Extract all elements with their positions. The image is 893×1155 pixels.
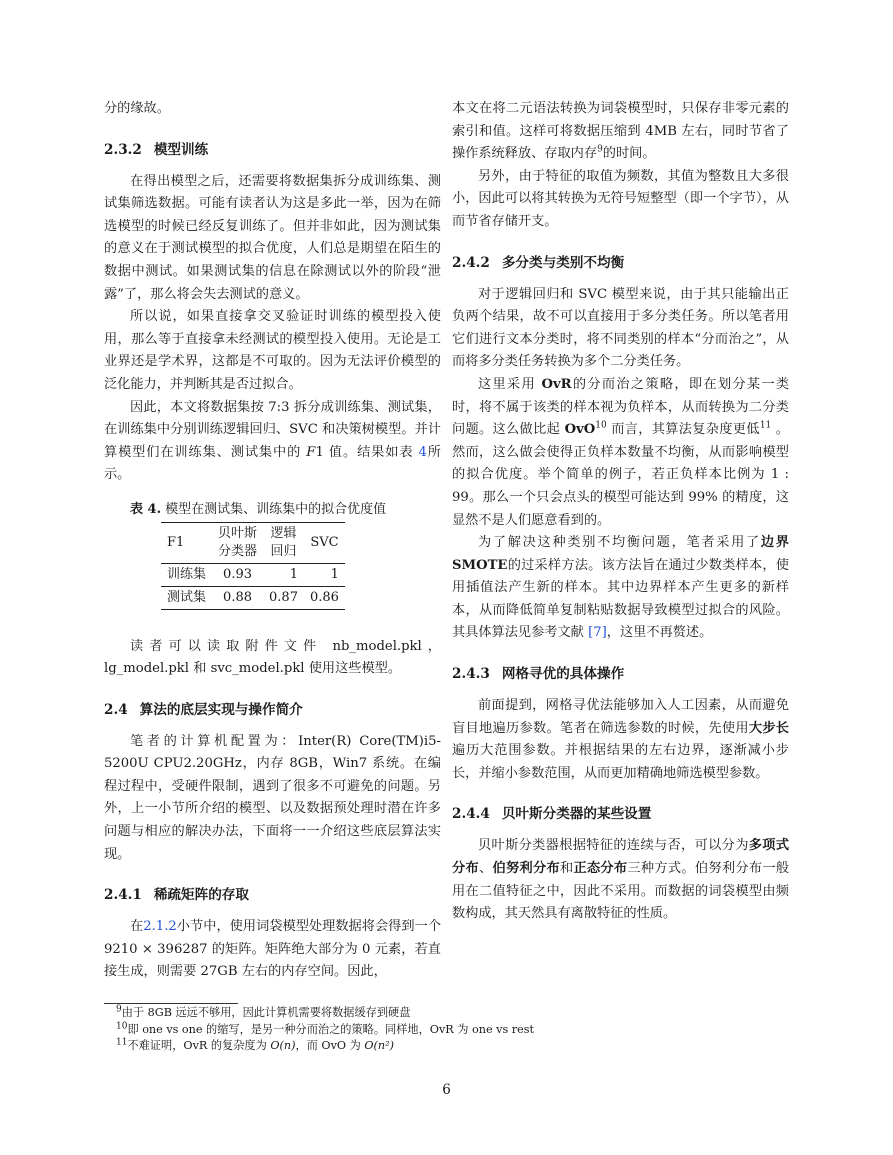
paragraph: 因此，本文将数据集按 7:3 拆分成训练集、测试集，在训练集中分别训练逻辑回归、SVC 和决策树模型。并计算模型们在训练集、测试集中的 F1 值。结果如表 4所示。 [104, 399, 441, 483]
table-ref-link[interactable]: 4 [418, 444, 427, 460]
paragraph: 本文在将二元语法转换为词袋模型时，只保存非零元素的索引和值。这样可将数据压缩到 4MB 左右，同时节省了操作系统释放、存取内存$^9$的时间。 [452, 101, 789, 162]
section-heading-2-4-4: 2.4.4 贝叶斯分类器的某些设置 [452, 806, 652, 823]
footnote-9: $^9$由于 8GB 远远不够用，因此计算机需要将数据缓存到硬盘 [116, 1004, 411, 1019]
page-number: 6 [442, 1082, 451, 1098]
paragraph: 分的缘故。 [104, 101, 170, 116]
paragraph: 贝叶斯分类器根据特征的连续与否，可以分为多项式分布、伯努利分布和正态分布三种方式。伯努利分布一般用在二值特征之中，因此不采用。而数据的词袋模型由频数构成，其天然具有离散特征的性质。 [452, 838, 790, 922]
footnote-rule [104, 1003, 238, 1004]
paragraph: 笔者的计算机配置为：Inter(R) Core(TM)i5-5200U CPU2.20GHz，内存 8GB，Win7 系统。在编程过程中，受硬件限制，遇到了很多不可避免的问题。另外，上一小节所介绍的模型、以及数据预处理时潜在许多问题与相应的解决办法，下面将一一介绍这些底层算法实现。 [104, 733, 441, 862]
right-column [452, 98, 789, 926]
table-header-cell: SVC [304, 522, 345, 563]
table-row: 训练集 0.93 1 1 [161, 563, 345, 586]
table-header-cell: 贝叶斯 分类器 [212, 522, 263, 563]
paragraph: 为了解决这种类别不均衡问题，笔者采用了边界 SMOTE的过采样方法。该方法旨在通过少数类样本，使用插值法产生新的样本。其中边界样本产生更多的新样本，从而降低简单复制粘贴数据导致模型过拟合的风险。其具体算法见参考文献 [7]，这里不再赘述。 [452, 535, 789, 641]
footnote-marker: 11 [759, 420, 772, 431]
results-table [161, 522, 345, 610]
paragraph: 对于逻辑回归和 SVC 模型来说，由于其只能输出正负两个结果，故不可以直接用于多分类任务。所以笔者用它们进行文本分类时，将不同类别的样本“分而治之”，从而将多分类任务转换为多个二分类任务。 [452, 286, 789, 370]
table-row: 测试集 0.88 0.87 0.86 [161, 586, 345, 609]
table-header-cell: F1 [161, 522, 212, 563]
paragraph: 前面提到，网格寻优法能够加入人工因素，从而避免盲目地遍历参数。笔者在筛选参数的时候，先使用大步长遍历大范围参数。并根据结果的左右边界，逐渐减小步长，并缩小参数范围，从而更加精确地筛选模型参数。 [452, 698, 789, 781]
footnote-10: $^{10}$即 one vs one 的缩写，是另一种分而治之的策略。同样地，OvR 为 one vs rest [116, 1020, 534, 1036]
section-heading-2-4: 2.4 算法的底层实现与操作简介 [104, 701, 303, 718]
paragraph: 在得出模型之后，还需要将数据集拆分成训练集、测试集筛选数据。可能有读者认为这是多此一举，因为在筛选模型的时候已经反复训练了。但并非如此，因为测试集的意义在于测试模型的拟合优度，人们总是期望在陌生的数据中测试。如果测试集的信息在除测试以外的阶段“泄露”了，那么将会失去测试的意义。 [104, 173, 441, 302]
paragraph: 在2.1.2小节中，使用词袋模型处理数据将会得到一个 9210 × 396287 的矩阵。矩阵绝大部分为 0 元素，若直接生成，则需要 27GB 左右的内存空间。因此， [104, 919, 442, 980]
citation-link[interactable]: [7] [588, 625, 607, 641]
section-heading-2-4-1: 2.4.1 稀疏矩阵的存取 [104, 887, 249, 904]
footnote-marker: 10 [595, 420, 607, 431]
left-column [104, 98, 441, 984]
section-heading-2-4-3: 2.4.3 网格寻优的具体操作 [452, 666, 625, 683]
table-caption: 表 4. 模型在测试集、训练集中的拟合优度值 [130, 501, 387, 517]
section-ref-link[interactable]: 2.1.2 [143, 919, 177, 935]
footnotes [104, 1005, 804, 1055]
paragraph: 这里采用 OvR的分而治之策略，即在划分某一类时，将不属于该类的样本视为负样本，从而转换为二分类问题。这么做比起 OvO$^{10}$ 而言，其算法复杂度更低$^{11}$ 。然而，这么做会使得正负样本数量不均衡，从而影响模型的拟合优度。举个简单的例子，若正负样本比例为 1 : 99。那么一个只会点头的模型可能达到 99% 的精度，这显然不是人们愿意看到的。 [452, 376, 790, 528]
footnote-marker: 9 [597, 144, 603, 155]
table-header-row [161, 522, 345, 563]
paragraph: 另外，由于特征的取值为频数，其值为整数且大多很小，因此可以将其转换为无符号短整型（即一个字节），从而节省存储开支。 [452, 168, 789, 229]
paragraph: 所以说，如果直接拿交叉验证时训练的模型投入使用，那么等于直接拿未经测试的模型投入使用。无论是工业界还是学术界，这都是不可取的。因为无法评价模型的泛化能力，并判断其是否过拟合。 [104, 309, 441, 392]
section-heading-2-3-2: 2.3.2 模型训练 [104, 141, 209, 158]
footnote-11: $^{11}$不难证明，OvR 的复杂度为 O(n)，而 OvO 为 O(n²) [116, 1037, 394, 1052]
paragraph: 读者可以读取附件文件 nb_model.pkl，lg_model.pkl 和 svc_model.pkl 使用这些模型。 [104, 638, 441, 677]
table-header-cell: 逻辑 回归 [263, 522, 304, 563]
section-heading-2-4-2: 2.4.2 多分类与类别不均衡 [452, 254, 625, 271]
